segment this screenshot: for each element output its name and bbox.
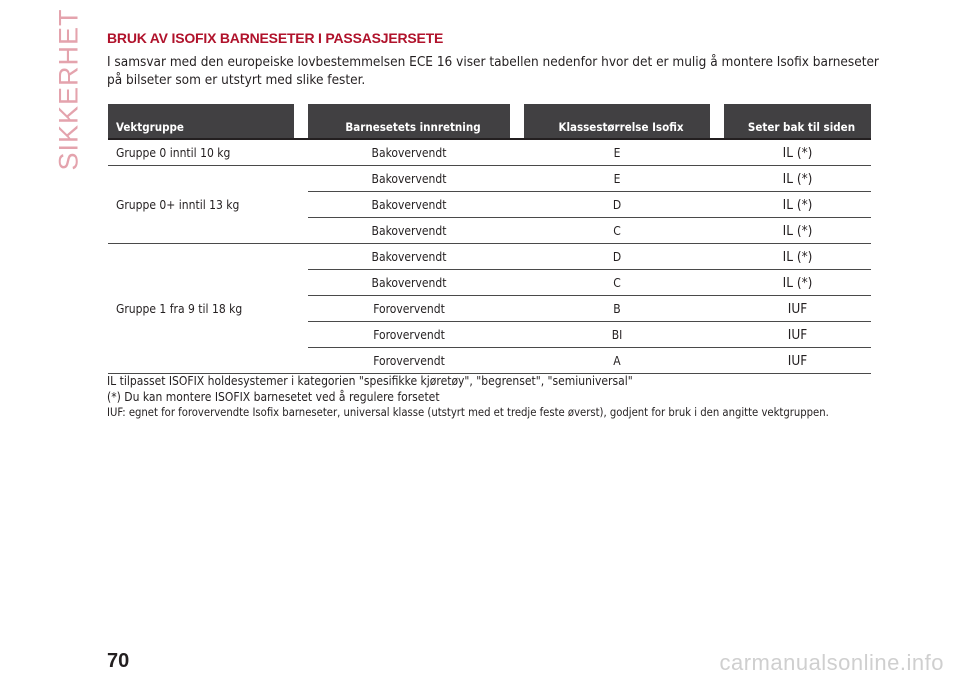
rear-seat-cell: IUF bbox=[724, 348, 871, 374]
intro-paragraph: I samsvar med den europeiske lovbestemmelsen ECE 16 viser tabellen nedenfor hvor det er mulig å montere Isofix barneseter på bilseter som er utstyrt med slike fester. bbox=[107, 54, 879, 88]
weight-group-cell: Gruppe 0 inntil 10 kg bbox=[108, 139, 294, 166]
footnotes bbox=[107, 373, 907, 421]
isofix-table bbox=[108, 104, 871, 374]
size-class-cell: BI bbox=[524, 322, 710, 348]
size-class-cell: C bbox=[524, 270, 710, 296]
rear-seat-cell: IL (*) bbox=[724, 139, 871, 166]
rear-seat-cell: IL (*) bbox=[724, 166, 871, 192]
rear-seat-cell: IUF bbox=[724, 322, 871, 348]
table-header-row bbox=[108, 104, 871, 139]
orientation-cell: Bakovervendt bbox=[308, 270, 510, 296]
orientation-cell: Bakovervendt bbox=[308, 139, 510, 166]
orientation-cell: Forovervendt bbox=[308, 296, 510, 322]
size-class-cell: E bbox=[524, 139, 710, 166]
size-class-cell: D bbox=[524, 192, 710, 218]
footnote-iuf: IUF: egnet for forovervendte Isofix barneseter, universal klasse (utstyrt med et tredje feste øverst), godjent for bruk i den angitte vektgruppen. bbox=[107, 406, 829, 419]
rear-seat-cell: IL (*) bbox=[724, 192, 871, 218]
weight-group-cell: Gruppe 1 fra 9 til 18 kg bbox=[108, 244, 294, 374]
orientation-cell: Forovervendt bbox=[308, 322, 510, 348]
table-row bbox=[108, 166, 871, 192]
section-heading: BRUK AV ISOFIX BARNESETER I PASSASJERSETE bbox=[107, 30, 444, 46]
size-class-cell: B bbox=[524, 296, 710, 322]
section-side-tab bbox=[50, 7, 88, 171]
header-seter-bak: Seter bak til siden bbox=[724, 104, 871, 139]
watermark: carmanualsonline.info bbox=[719, 650, 944, 675]
header-klassestorrelse: Klassestørrelse Isofix bbox=[524, 104, 710, 139]
size-class-cell: D bbox=[524, 244, 710, 270]
size-class-cell: E bbox=[524, 166, 710, 192]
table-row bbox=[108, 244, 871, 270]
table-body bbox=[108, 139, 871, 374]
rear-seat-cell: IL (*) bbox=[724, 270, 871, 296]
footnote-asterisk: (*) Du kan montere ISOFIX barnesetet ved å regulere forsetet bbox=[107, 390, 440, 404]
section-side-tab-label: SIKKERHET bbox=[53, 7, 84, 171]
size-class-cell: C bbox=[524, 218, 710, 244]
footnote-il: IL tilpasset ISOFIX holdesystemer i kategorien "spesifikke kjøretøy", "begrenset", "semiuniversal" bbox=[107, 374, 633, 388]
orientation-cell: Bakovervendt bbox=[308, 218, 510, 244]
orientation-cell: Bakovervendt bbox=[308, 166, 510, 192]
header-vektgruppe: Vektgruppe bbox=[108, 104, 294, 139]
table-row bbox=[108, 139, 871, 166]
rear-seat-cell: IL (*) bbox=[724, 244, 871, 270]
rear-seat-cell: IUF bbox=[724, 296, 871, 322]
orientation-cell: Bakovervendt bbox=[308, 192, 510, 218]
weight-group-cell: Gruppe 0+ inntil 13 kg bbox=[108, 166, 294, 244]
orientation-cell: Forovervendt bbox=[308, 348, 510, 374]
header-barnesetets-innretning: Barnesetets innretning bbox=[308, 104, 510, 139]
size-class-cell: A bbox=[524, 348, 710, 374]
orientation-cell: Bakovervendt bbox=[308, 244, 510, 270]
page-number: 70 bbox=[107, 650, 130, 672]
rear-seat-cell: IL (*) bbox=[724, 218, 871, 244]
